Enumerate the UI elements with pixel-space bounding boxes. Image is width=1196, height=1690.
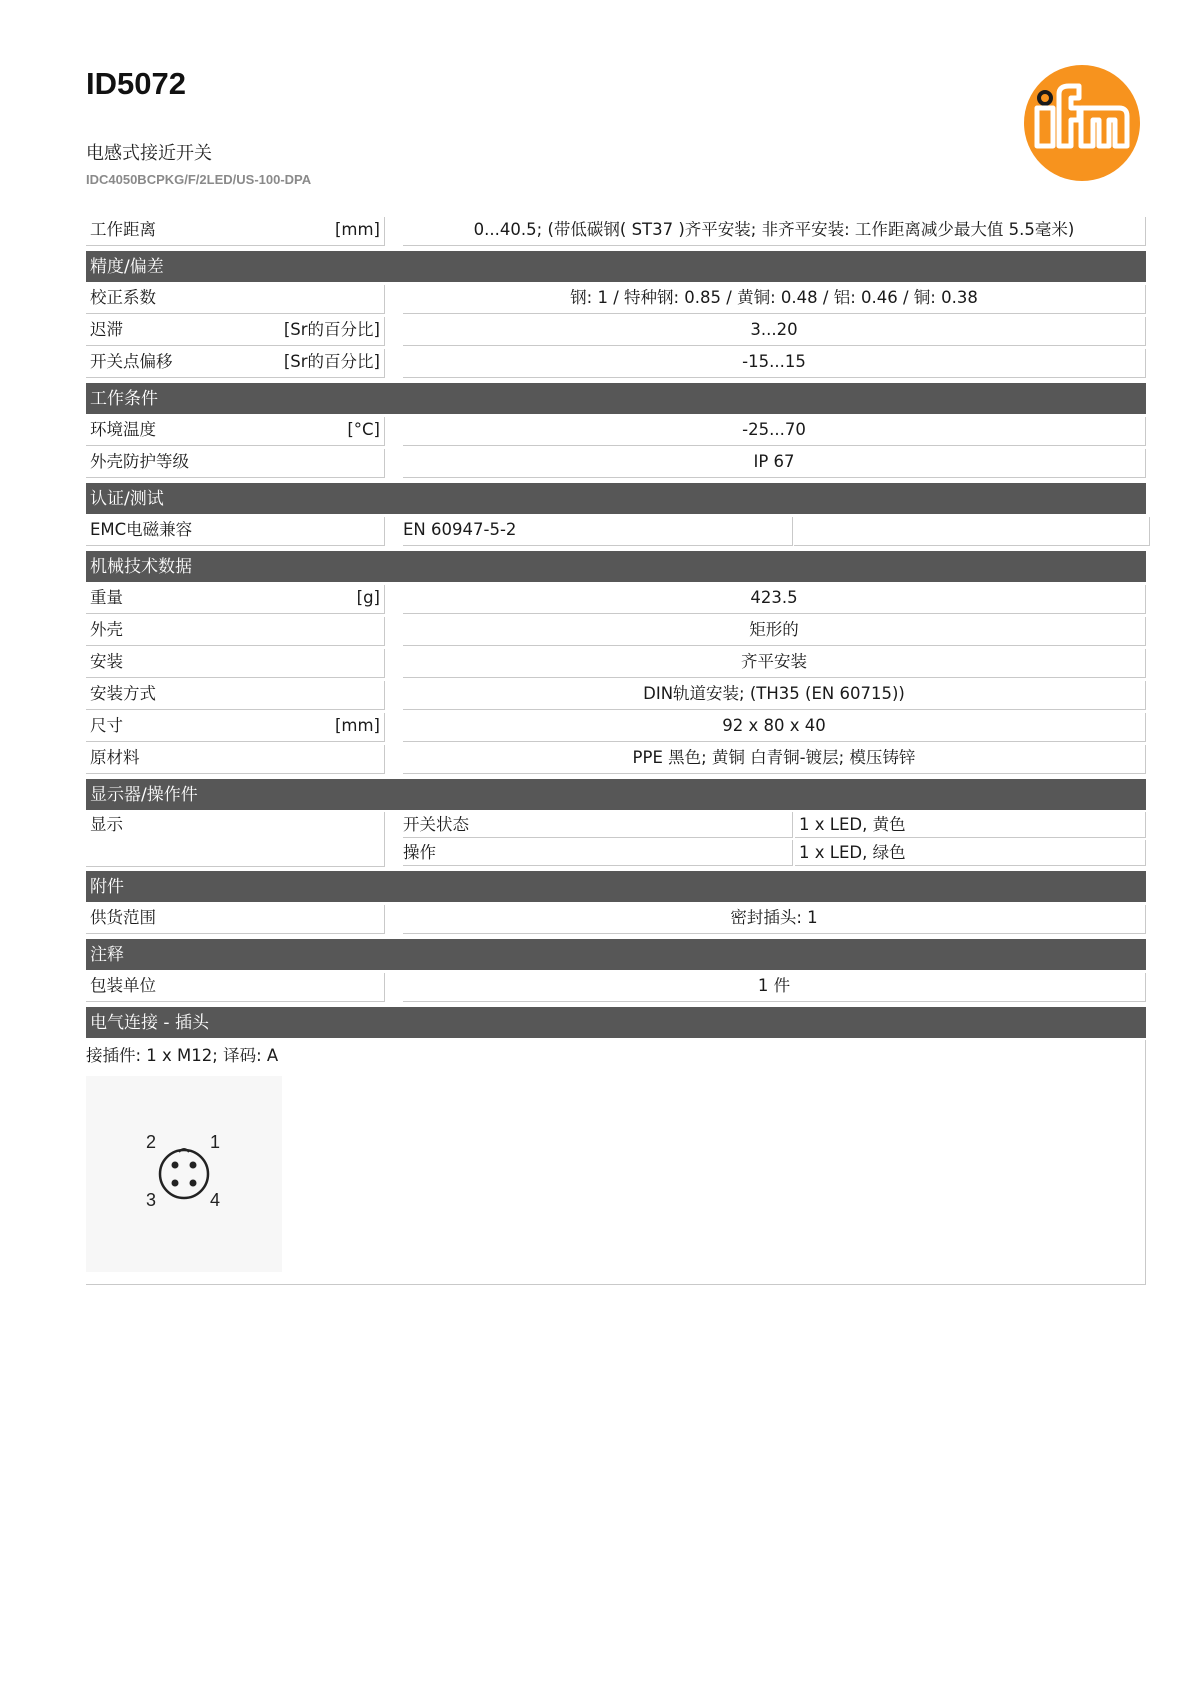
spec-value: 矩形的	[403, 617, 1146, 646]
spec-label: 外壳	[90, 620, 123, 639]
spec-value: 3...20	[403, 317, 1146, 346]
section-header-accessories: 附件	[86, 871, 1146, 902]
product-code: IDC4050BCPKG/F/2LED/US-100-DPA	[86, 172, 312, 187]
product-subtitle: 电感式接近开关	[86, 143, 212, 164]
connector-diagram	[86, 1076, 282, 1272]
spec-unit: [°C]	[347, 420, 380, 439]
section-header-conditions: 工作条件	[86, 383, 1146, 414]
spec-value: IP 67	[403, 449, 1146, 478]
spec-value: -15...15	[403, 349, 1146, 378]
spec-label: 工作距离	[90, 220, 156, 239]
spec-table	[86, 216, 1146, 1285]
spec-row	[86, 616, 1146, 648]
spec-value: EN 60947-5-2	[403, 517, 793, 546]
spec-label: 环境温度	[90, 420, 156, 439]
spec-unit: [Sr的百分比]	[283, 320, 380, 339]
spec-value: 92 x 80 x 40	[403, 713, 1146, 742]
pin-label-1: 1	[210, 1132, 221, 1152]
spec-unit: [Sr的百分比]	[283, 352, 380, 371]
spec-unit: [mm]	[334, 220, 380, 239]
display-item-key: 操作	[403, 840, 793, 866]
spec-row	[86, 284, 1146, 316]
spec-value: 钢: 1 / 特种钢: 0.85 / 黄铜: 0.48 / 铝: 0.46 / 铜: 0.38	[403, 285, 1146, 314]
m12-pinout-icon	[86, 1076, 282, 1272]
display-item	[403, 840, 1145, 866]
spec-row	[86, 584, 1146, 616]
spec-value: 1 件	[403, 973, 1146, 1002]
spec-row	[86, 680, 1146, 712]
spec-label: 开关点偏移	[90, 352, 173, 371]
spec-label: 供货范围	[90, 908, 156, 927]
spec-value: PPE 黑色; 黄铜 白青铜-镀层; 模压铸锌	[403, 745, 1146, 774]
spec-row	[86, 516, 1146, 548]
spec-value: 423.5	[403, 585, 1146, 614]
spec-unit: [mm]	[334, 716, 380, 735]
spec-value: 0...40.5; (带低碳钢( ST37 )齐平安装; 非齐平安装: 工作距离减少最大值 5.5毫米)	[403, 217, 1146, 246]
spec-value-secondary	[794, 517, 1150, 546]
spec-label: 尺寸	[90, 716, 123, 735]
pin-label-2: 2	[146, 1132, 157, 1152]
connector-block	[86, 1040, 1146, 1285]
spec-label: 显示	[86, 812, 385, 867]
spec-value: 齐平安装	[403, 649, 1146, 678]
spec-label: EMC电磁兼容	[90, 520, 193, 539]
spec-label: 校正系数	[90, 288, 156, 307]
spec-row	[86, 712, 1146, 744]
spec-label: 安装	[90, 652, 123, 671]
spec-label: 原材料	[90, 748, 140, 767]
spec-value: -25...70	[403, 417, 1146, 446]
spec-label: 安装方式	[90, 684, 156, 703]
spec-row	[86, 416, 1146, 448]
section-header-mechanical: 机械技术数据	[86, 551, 1146, 582]
spec-row-range	[86, 216, 1146, 248]
spec-row	[86, 648, 1146, 680]
section-header-connection: 电气连接 - 插头	[86, 1007, 1146, 1038]
spec-row	[86, 972, 1146, 1004]
spec-unit: [g]	[356, 588, 380, 607]
display-item-value: 1 x LED, 黄色	[795, 812, 1146, 838]
spec-value: 密封插头: 1	[403, 905, 1146, 934]
spec-row	[86, 448, 1146, 480]
product-title: ID5072	[86, 66, 186, 101]
spec-label: 迟滞	[90, 320, 123, 339]
section-header-certification: 认证/测试	[86, 483, 1146, 514]
section-header-notes: 注释	[86, 939, 1146, 970]
section-header-accuracy: 精度/偏差	[86, 251, 1146, 282]
spec-label: 重量	[90, 588, 123, 607]
display-item-value: 1 x LED, 绿色	[795, 840, 1146, 866]
display-item	[403, 812, 1145, 838]
spec-label: 外壳防护等级	[90, 452, 189, 471]
logo-text: ifm	[1081, 176, 1083, 177]
spec-row	[86, 744, 1146, 776]
display-block	[86, 812, 1146, 868]
spec-row	[86, 348, 1146, 380]
pin-label-4: 4	[210, 1190, 221, 1210]
spec-row	[86, 316, 1146, 348]
pin-label-3: 3	[146, 1190, 157, 1210]
section-header-display: 显示器/操作件	[86, 779, 1146, 810]
display-item-key: 开关状态	[403, 812, 793, 838]
spec-row	[86, 904, 1146, 936]
ifm-logo-icon	[1023, 64, 1141, 182]
connector-text: 接插件: 1 x M12; 译码: A	[86, 1046, 279, 1065]
spec-label: 包装单位	[90, 976, 156, 995]
spec-value: DIN轨道安装; (TH35 (EN 60715))	[403, 681, 1146, 710]
